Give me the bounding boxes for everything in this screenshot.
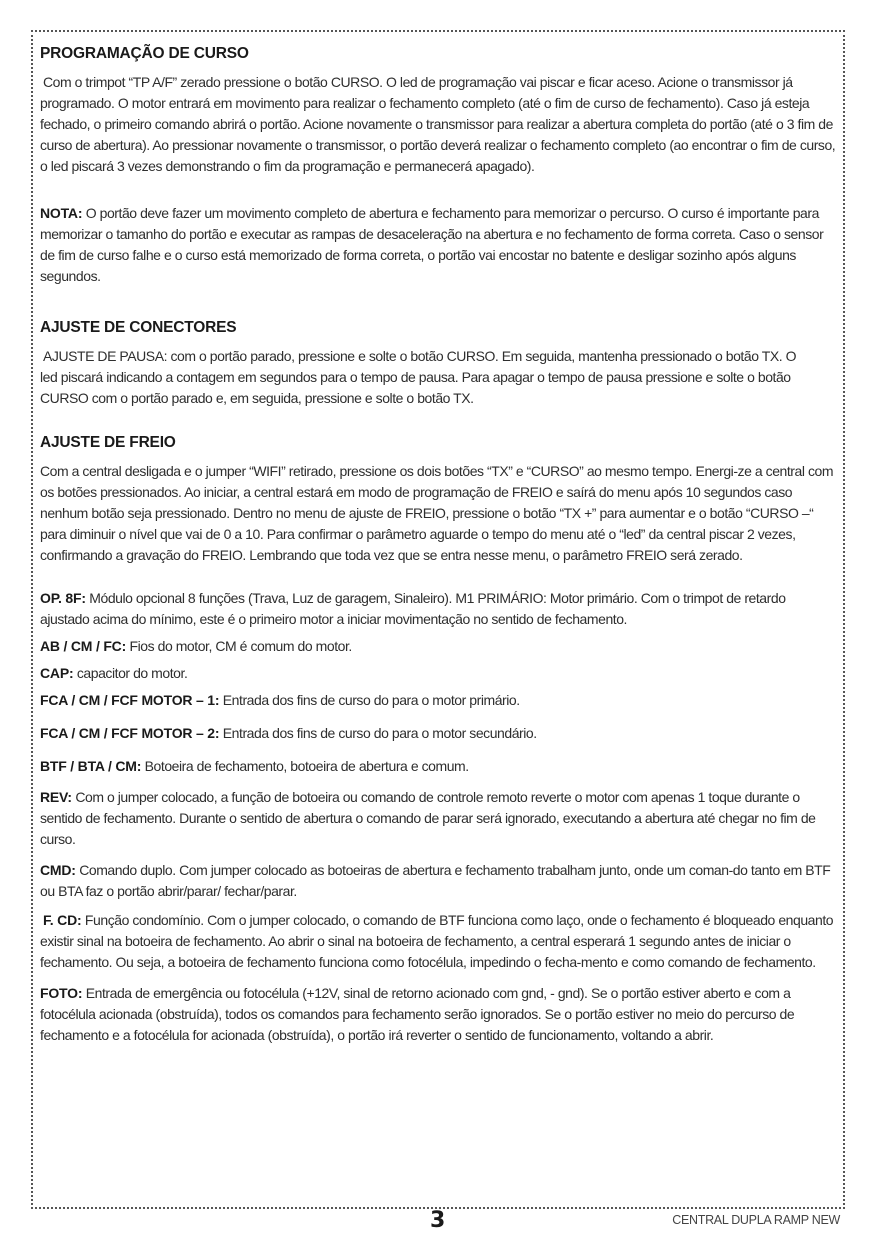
programacao-curso-body: Com o trimpot “TP A/F” zerado pressione o botão CURSO. O led de programação vai piscar e ficar aceso. Acione o transmissor já programado. O motor entrará em movimento para realizar o fechamento completo (até o fim de curso de fechamento). Caso já esteja fechado, o primeiro comando abrirá o portão. Acione novamente o transmissor para realizar a abertura completa do portão (até o 3 fim de curso de abertura). Ao pressionar novamente o transmissor, o portão deverá realizar o fechamento completo (ao encontrar o fim de curso, o led piscará 3 vezes demonstrando o fim da programação e permanecerá apagado). [40,74,836,174]
definition-foto [40,983,836,1046]
definition-label: REV: [40,789,72,805]
nota-paragraph [40,203,836,287]
section-title-programacao-curso: PROGRAMAÇÃO DE CURSO [40,45,249,62]
section-title-ajuste-freio: AJUSTE DE FREIO [40,434,176,451]
nota-body: O portão deve fazer um movimento completo de abertura e fechamento para memorizar o percurso. O curso é importante para memorizar o tamanho do portão e executar as rampas de desaceleração na abertura e no fechamento de forma correta. Caso o sensor de fim de curso falhe e o curso está memorizado de forma correta, o portão vai encostar no batente e desligar sozinho após alguns segundos. [40,205,824,284]
definition-text: Entrada de emergência ou fotocélula (+12V, sinal de retorno acionado com gnd, - gnd). Se o portão estiver aberto e com a fotocélula acionada (obstruída), todos os comandos para fechamento serão ignorados. Se o portão estiver no meio do percurso de fechamento e a fotocélula for acionada (obstruída), o portão irá reverter o sentido de funcionamento, voltando a abrir. [40,985,795,1043]
nota-label: NOTA: [40,205,83,221]
definition-label: CAP: [40,665,74,681]
definition-label: CMD: [40,862,76,878]
definition-label: FCA / CM / FCF MOTOR – 2: [40,725,220,741]
definition-text: Entrada dos fins de curso do para o motor primário. [222,692,520,708]
footer-product-name: CENTRAL DUPLA RAMP NEW [672,1213,840,1227]
definition-cmd [40,860,836,902]
definition-label: FCA / CM / FCF MOTOR – 1: [40,692,220,708]
definition-label: OP. 8F: [40,590,86,606]
definition-text: capacitor do motor. [76,665,188,681]
definitions-list [40,588,836,1046]
page-content [40,44,836,1046]
definition-label: AB / CM / FC: [40,638,127,654]
definition-label: FOTO: [40,985,83,1001]
definition-label: F. CD: [43,912,82,928]
page-number: 3 [430,1208,446,1233]
definition-text: Fios do motor, CM é comum do motor. [129,638,352,654]
definition-text: Botoeira de fechamento, botoeira de abertura e comum. [144,758,469,774]
definition-motor-2 [40,723,836,744]
definition-cap [40,663,836,684]
definition-ab-cm-fc [40,636,836,657]
definition-text: Função condomínio. Com o jumper colocado, o comando de BTF funciona como laço, onde o fechamento é bloqueado enquanto existir sinal na botoeira de fechamento. Ao abrir o sinal na botoeira de fechamento, a central esperará 1 segundo antes de iniciar o fechamento. Ou seja, a botoeira de fechamento funciona como fotocélula, impedindo o fecha-mento e como comando de fechamento. [40,912,834,970]
definition-text: Com o jumper colocado, a função de botoeira ou comando de controle remoto reverte o motor com apenas 1 toque durante o sentido de fechamento. Durante o sentido de abertura o comando de parar será ignorado, executando a abertura até chegar no fim de curso. [40,789,816,847]
ajuste-conectores-body: AJUSTE DE PAUSA: com o portão parado, pressione e solte o botão CURSO. Em seguida, mantenha pressionado o botão TX. O led piscará indicando a contagem em segundos para o tempo de pausa. Para apagar o tempo de pausa pressione e solte o botão CURSO com o portão parado e, em seguida, pressione e solte o botão TX. [40,348,797,406]
definition-f-cd [40,910,836,973]
section-title-ajuste-conectores: AJUSTE DE CONECTORES [40,319,237,336]
definition-text: Módulo opcional 8 funções (Trava, Luz de garagem, Sinaleiro). M1 PRIMÁRIO: Motor primário. Com o trimpot de retardo ajustado acima do mínimo, este é o primeiro motor a iniciar movimentação no sentido de fechamento. [40,590,786,627]
definition-btf-bta-cm [40,756,836,777]
definition-motor-1 [40,690,836,711]
ajuste-freio-body: Com a central desligada e o jumper “WIFI” retirado, pressione os dois botões “TX” e “CURSO” ao mesmo tempo. Energi-ze a central com os botões pressionados. Ao iniciar, a central estará em modo de programação de FREIO e saírá do menu após 10 segundos caso nenhum botão seja pressionado. Dentro no menu de ajuste de FREIO, pressione o botão “TX +” para aumentar e o botão “CURSO –“ para diminuir o nível que vai de 0 a 10. Para confirmar o parâmetro aguarde o tempo do menu até o “led” da central piscar 2 vezes, confirmando a gravação do FREIO. Lembrando que toda vez que se entra nesse menu, o parâmetro FREIO será zerado. [40,463,834,563]
definition-text: Comando duplo. Com jumper colocado as botoeiras de abertura e fechamento trabalham junto, onde um coman-do tanto em BTF ou BTA faz o portão abrir/parar/ fechar/parar. [40,862,831,899]
definition-rev [40,787,836,850]
definition-label: BTF / BTA / CM: [40,758,142,774]
definition-text: Entrada dos fins de curso do para o motor secundário. [222,725,537,741]
definition-op8f [40,588,836,630]
